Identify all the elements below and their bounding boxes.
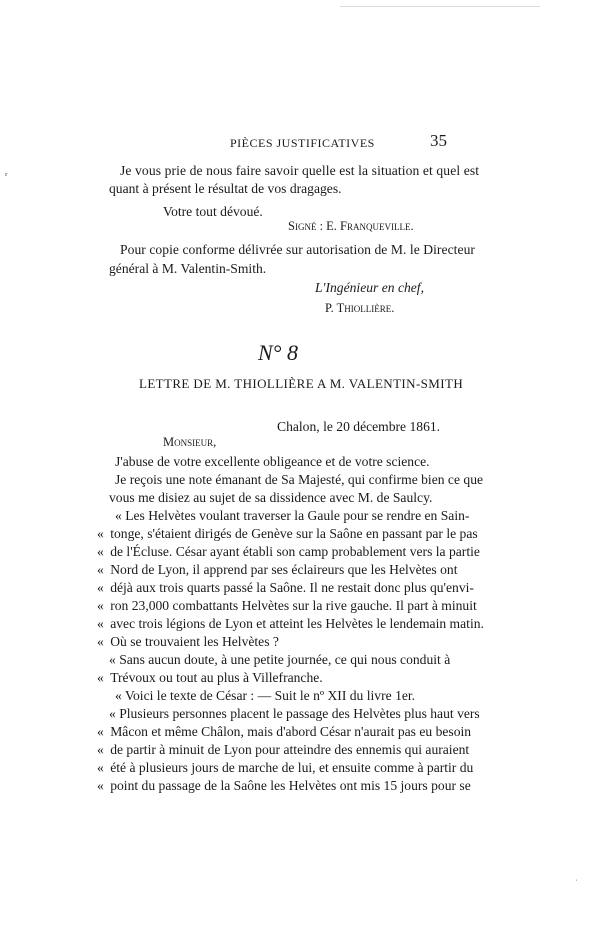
- quoted-text-line: [97, 777, 471, 795]
- quoted-text-line: [97, 579, 474, 597]
- body-text-line: J'abuse de votre excellente obligeance et de votre science.: [115, 454, 430, 469]
- body-text-line: Je vous prie de nous faire savoir quelle est la situation et quel est: [120, 163, 480, 178]
- quoted-text: avec trois légions de Lyon et atteint les Helvètes le lendemain matin.: [110, 616, 484, 631]
- quoted-text: été à plusieurs jours de marche de lui, et ensuite comme à partir du: [110, 760, 474, 775]
- quote-mark: «: [97, 778, 104, 793]
- quoted-text-line: [97, 669, 323, 687]
- body-text-line: Pour copie conforme délivrée sur autorisation de M. le Directeur: [120, 242, 476, 257]
- quoted-text-line: [97, 615, 484, 633]
- quoted-text-line: [97, 633, 279, 651]
- quote-mark: «: [97, 580, 104, 595]
- quote-mark: «: [97, 562, 104, 577]
- quoted-text: Où se trouvaient les Helvètes ?: [110, 634, 279, 649]
- quote-mark: «: [97, 544, 104, 559]
- page-number: 35: [430, 131, 447, 150]
- quoted-text: ron 23,000 combattants Helvètes sur la rive gauche. Il part à minuit: [110, 598, 477, 613]
- body-text-line: vous me disiez au sujet de sa dissidence avec M. de Saulcy.: [109, 490, 433, 505]
- quoted-text: Mâcon et même Châlon, mais d'abord César n'aurait pas eu besoin: [110, 724, 472, 739]
- quoted-text: Nord de Lyon, il apprend par ses éclaireurs que les Helvètes ont: [110, 562, 458, 577]
- engineer-title: L'Ingénieur en chef,: [315, 280, 424, 295]
- quoted-text: point du passage de la Saône les Helvètes ont mis 15 jours pour se: [110, 778, 471, 793]
- quote-mark: «: [97, 526, 104, 541]
- closing-line: Votre tout dévoué.: [163, 204, 263, 219]
- body-text-line: quant à présent le résultat de vos dragages.: [109, 181, 342, 196]
- quoted-text-line: [97, 741, 469, 759]
- quote-mark: «: [97, 724, 104, 739]
- letter-title: LETTRE DE M. THIOLLIÈRE A M. VALENTIN-SMITH: [139, 376, 464, 391]
- quote-mark: «: [97, 760, 104, 775]
- quoted-text-line: [97, 759, 473, 777]
- scan-artifact-mark: ʳ: [5, 170, 8, 182]
- quoted-text: tonge, s'étaient dirigés de Genève sur la Saône en passant par le pas: [110, 526, 478, 541]
- quoted-text-line: [97, 525, 478, 543]
- quote-mark: «: [97, 670, 104, 685]
- scan-edge-top: [340, 6, 540, 7]
- quoted-text-line: [97, 543, 480, 561]
- quoted-text-line: [97, 723, 471, 741]
- engineer-name: P. Thiollière.: [325, 301, 395, 315]
- quoted-text: déjà aux trois quarts passé la Saône. Il ne restait donc plus qu'envi-: [110, 580, 474, 595]
- body-text-line: général à M. Valentin-Smith.: [109, 261, 267, 276]
- quoted-text-line: [97, 597, 477, 615]
- quoted-text-line: [97, 561, 458, 579]
- body-text-line: « Voici le texte de César : — Suit le nº XII du livre 1er.: [115, 688, 416, 703]
- quote-mark: «: [97, 742, 104, 757]
- quote-mark: «: [97, 616, 104, 631]
- quote-mark: «: [97, 634, 104, 649]
- salutation: Monsieur,: [163, 435, 217, 449]
- body-text-line: « Sans aucun doute, à une petite journée, ce qui nous conduit à: [109, 652, 451, 667]
- body-text-line: « Les Helvètes voulant traverser la Gaule pour se rendre en Sain-: [115, 508, 470, 523]
- place-date: Chalon, le 20 décembre 1861.: [277, 419, 441, 434]
- quoted-text: Trévoux ou tout au plus à Villefranche.: [110, 670, 323, 685]
- scan-artifact-mark: ˈ: [575, 878, 578, 888]
- quote-mark: «: [97, 598, 104, 613]
- signature-line: Signé : E. Franqueville.: [288, 219, 414, 233]
- body-text-line: Je reçois une note émanant de Sa Majesté, qui confirme bien ce que: [115, 472, 484, 487]
- section-number: N° 8: [258, 340, 298, 365]
- quoted-text: de l'Écluse. César ayant établi son camp probablement vers la partie: [110, 544, 480, 559]
- running-header: PIÈCES JUSTIFICATIVES: [230, 136, 375, 150]
- body-text-line: « Plusieurs personnes placent le passage des Helvètes plus haut vers: [109, 706, 480, 721]
- quoted-text: de partir à minuit de Lyon pour atteindre des ennemis qui auraient: [110, 742, 470, 757]
